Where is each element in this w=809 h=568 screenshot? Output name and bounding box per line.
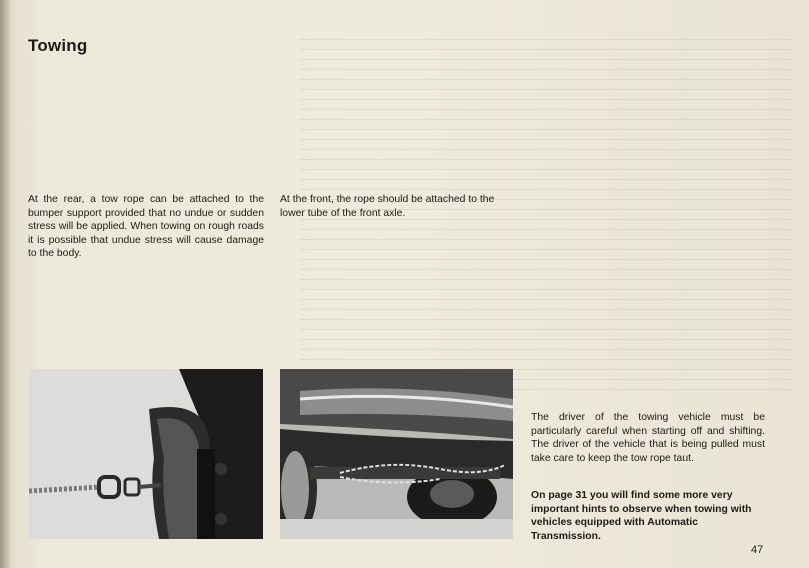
driver-care-paragraph: The driver of the towing vehicle must be particularly careful when starting off and shifting. The driver of the vehicle that is being pulled must take care to keep the tow rope taut. <box>531 412 765 464</box>
page-title: Towing <box>28 36 88 55</box>
rear-tow-photo <box>29 369 263 539</box>
front-towing-paragraph: At the front, the rope should be attached to the lower tube of the front axle. <box>280 194 495 219</box>
page-spine <box>0 0 10 568</box>
front-tow-photo <box>280 369 513 539</box>
front-axle-illustration <box>280 369 513 539</box>
rear-towing-paragraph: At the rear, a tow rope can be attached to the bumper support provided that no undue or sudden stress will be applied. When towing on rough roads it is possible that undue stress will cause damage to the body. <box>28 194 264 260</box>
automatic-transmission-hint: On page 31 you will find some more very important hints to observe when towing with vehicles equipped with Automatic Transmission. <box>531 490 752 542</box>
page-number: 47 <box>751 544 764 556</box>
rear-bumper-illustration <box>29 369 263 539</box>
